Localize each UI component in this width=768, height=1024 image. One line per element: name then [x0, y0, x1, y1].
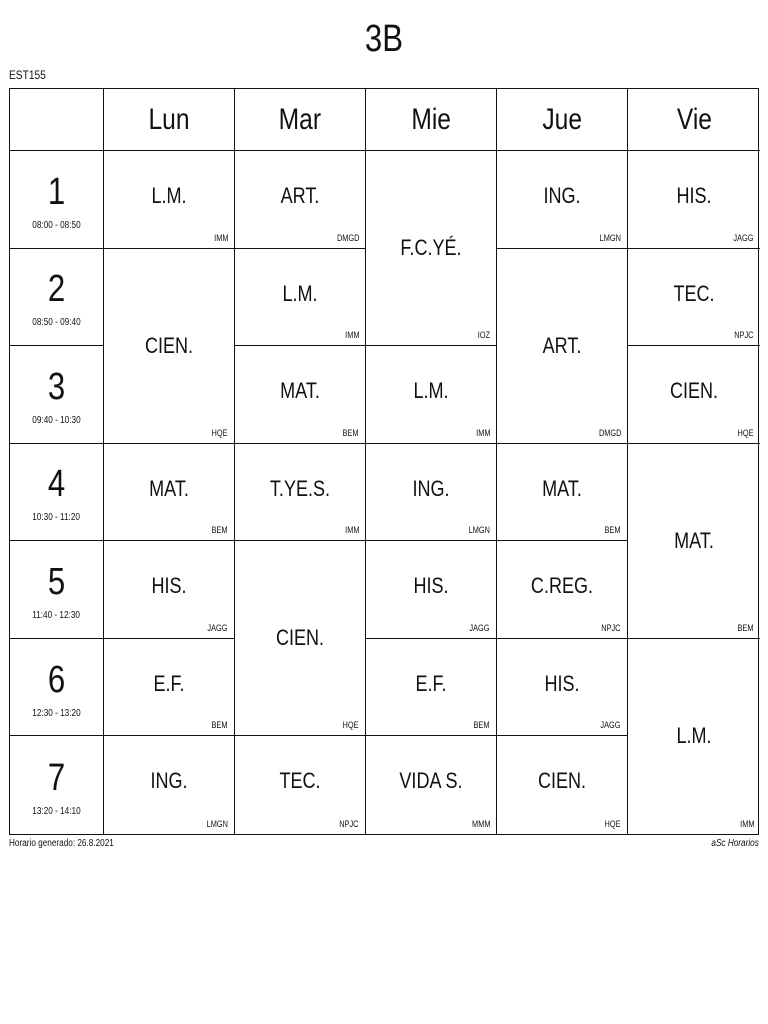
- lesson-lun-1: [104, 151, 235, 249]
- period-number: 3: [47, 365, 66, 408]
- period-time: 13:20 - 14:10: [32, 805, 81, 817]
- period-number: 5: [47, 561, 66, 604]
- subject-label: HIS.: [544, 670, 580, 696]
- page-title: 3B: [364, 18, 404, 60]
- lesson-vie-2: [628, 249, 760, 347]
- teacher-code: BEM: [737, 622, 754, 633]
- subject-label: VIDA S.: [399, 768, 463, 794]
- period-cell-7: [10, 736, 104, 834]
- teacher-code: IMM: [475, 427, 490, 438]
- teacher-code: NPJC: [734, 330, 754, 341]
- period-number: 6: [47, 658, 66, 701]
- teacher-code: IMM: [344, 330, 359, 341]
- subject-label: CIEN.: [669, 378, 719, 404]
- teacher-code: BEM: [342, 427, 359, 438]
- teacher-code: DMGD: [336, 232, 359, 243]
- teacher-code: NPJC: [339, 818, 359, 829]
- period-cell-6: [10, 639, 104, 737]
- teacher-code: DMGD: [598, 427, 621, 438]
- lesson-vie-1: [628, 151, 760, 249]
- subject-label: T.YE.S.: [269, 475, 331, 501]
- school-code: EST155: [9, 68, 46, 82]
- subject-label: CIEN.: [275, 625, 325, 651]
- teacher-code: JAGG: [469, 622, 490, 633]
- subject-label: L.M.: [676, 722, 712, 748]
- day-label: Mar: [278, 102, 322, 136]
- period-time: 08:50 - 09:40: [32, 317, 81, 329]
- subject-label: L.M.: [151, 183, 187, 208]
- period-cell-1: [10, 151, 104, 249]
- lesson-jue-2: [497, 249, 628, 444]
- lesson-vie-4: [628, 444, 760, 639]
- software-text: aSc Horarios: [711, 838, 759, 849]
- day-header-mar: [235, 89, 366, 151]
- software-credit: [701, 838, 759, 849]
- lesson-mar-3: [235, 346, 366, 444]
- teacher-code: NPJC: [601, 622, 621, 633]
- lesson-lun-6: [104, 639, 235, 737]
- subject-label: ING.: [150, 768, 188, 794]
- teacher-code: BEM: [473, 720, 490, 731]
- lesson-jue-6: [497, 639, 628, 737]
- corner-cell: [10, 89, 104, 151]
- teacher-code: HQE: [737, 427, 754, 438]
- lesson-mie-1: [366, 151, 497, 346]
- subject-label: ART.: [542, 332, 582, 358]
- teacher-code: IMM: [344, 525, 359, 536]
- day-label: Lun: [148, 102, 190, 136]
- lesson-mar-1: [235, 151, 366, 249]
- period-number: 2: [47, 268, 66, 311]
- period-number: 1: [47, 170, 66, 213]
- subject-label: HIS.: [151, 573, 187, 599]
- lesson-jue-5: [497, 541, 628, 639]
- teacher-code: LMGN: [206, 818, 228, 829]
- subject-label: CIEN.: [144, 332, 194, 358]
- teacher-code: IMM: [739, 818, 754, 829]
- subject-label: ART.: [280, 183, 320, 208]
- day-header-vie: [628, 89, 760, 151]
- lesson-vie-3: [628, 346, 760, 444]
- generated-date: [9, 838, 137, 849]
- teacher-code: LMGN: [599, 232, 621, 243]
- period-time: 11:40 - 12:30: [32, 610, 81, 622]
- teacher-code: MMM: [471, 818, 490, 829]
- subject-label: ING.: [543, 183, 581, 208]
- subject-label: TEC.: [673, 280, 715, 306]
- subject-label: ING.: [412, 475, 450, 501]
- lesson-jue-4: [497, 444, 628, 542]
- subject-label: MAT.: [280, 378, 320, 404]
- teacher-code: JAGG: [733, 232, 754, 243]
- lesson-mie-4: [366, 444, 497, 542]
- period-number: 7: [47, 756, 66, 799]
- lesson-mie-3: [366, 346, 497, 444]
- day-header-lun: [104, 89, 235, 151]
- lesson-vie-6: [628, 639, 760, 834]
- lesson-jue-7: [497, 736, 628, 834]
- subject-label: L.M.: [282, 280, 318, 306]
- period-time: 08:00 - 08:50: [32, 219, 81, 231]
- subject-label: MAT.: [149, 475, 189, 501]
- lesson-mar-4: [235, 444, 366, 542]
- lesson-mar-7: [235, 736, 366, 834]
- lesson-mie-5: [366, 541, 497, 639]
- period-cell-2: [10, 249, 104, 347]
- teacher-code: HQE: [211, 427, 228, 438]
- subject-label: TEC.: [279, 768, 321, 794]
- period-time: 12:30 - 13:20: [32, 707, 81, 719]
- subject-label: CIEN.: [537, 768, 587, 794]
- teacher-code: LMGN: [468, 525, 490, 536]
- lesson-mar-5: [235, 541, 366, 736]
- subject-label: MAT.: [674, 527, 714, 553]
- period-time: 09:40 - 10:30: [32, 414, 81, 426]
- subject-label: F.C.YÉ.: [400, 235, 462, 260]
- generated-text: Horario generado: 26.8.2021: [9, 838, 114, 849]
- subject-label: L.M.: [413, 378, 449, 404]
- teacher-code: BEM: [604, 525, 621, 536]
- subject-label: MAT.: [542, 475, 582, 501]
- lesson-lun-4: [104, 444, 235, 542]
- teacher-code: BEM: [211, 720, 228, 731]
- teacher-code: IOZ: [477, 330, 490, 341]
- subject-label: HIS.: [413, 573, 449, 599]
- day-header-jue: [497, 89, 628, 151]
- teacher-code: HQE: [604, 818, 621, 829]
- period-time: 10:30 - 11:20: [32, 512, 81, 524]
- lesson-mar-2: [235, 249, 366, 347]
- period-number: 4: [47, 463, 66, 506]
- teacher-code: IMM: [213, 232, 228, 243]
- teacher-code: JAGG: [600, 720, 621, 731]
- teacher-code: JAGG: [207, 622, 228, 633]
- subject-label: E.F.: [153, 670, 185, 696]
- teacher-code: BEM: [211, 525, 228, 536]
- subject-label: C.REG.: [530, 573, 594, 599]
- subject-label: E.F.: [415, 670, 447, 696]
- day-label: Vie: [676, 102, 712, 136]
- lesson-mie-7: [366, 736, 497, 834]
- period-cell-5: [10, 541, 104, 639]
- teacher-code: HQE: [342, 720, 359, 731]
- subject-label: HIS.: [676, 183, 712, 208]
- lesson-lun-5: [104, 541, 235, 639]
- lesson-jue-1: [497, 151, 628, 249]
- period-cell-4: [10, 444, 104, 542]
- day-label: Mie: [411, 102, 451, 136]
- day-label: Jue: [542, 102, 582, 136]
- day-header-mie: [366, 89, 497, 151]
- lesson-mie-6: [366, 639, 497, 737]
- period-cell-3: [10, 346, 104, 444]
- timetable-grid: [9, 88, 759, 835]
- lesson-lun-7: [104, 736, 235, 834]
- lesson-lun-2: [104, 249, 235, 444]
